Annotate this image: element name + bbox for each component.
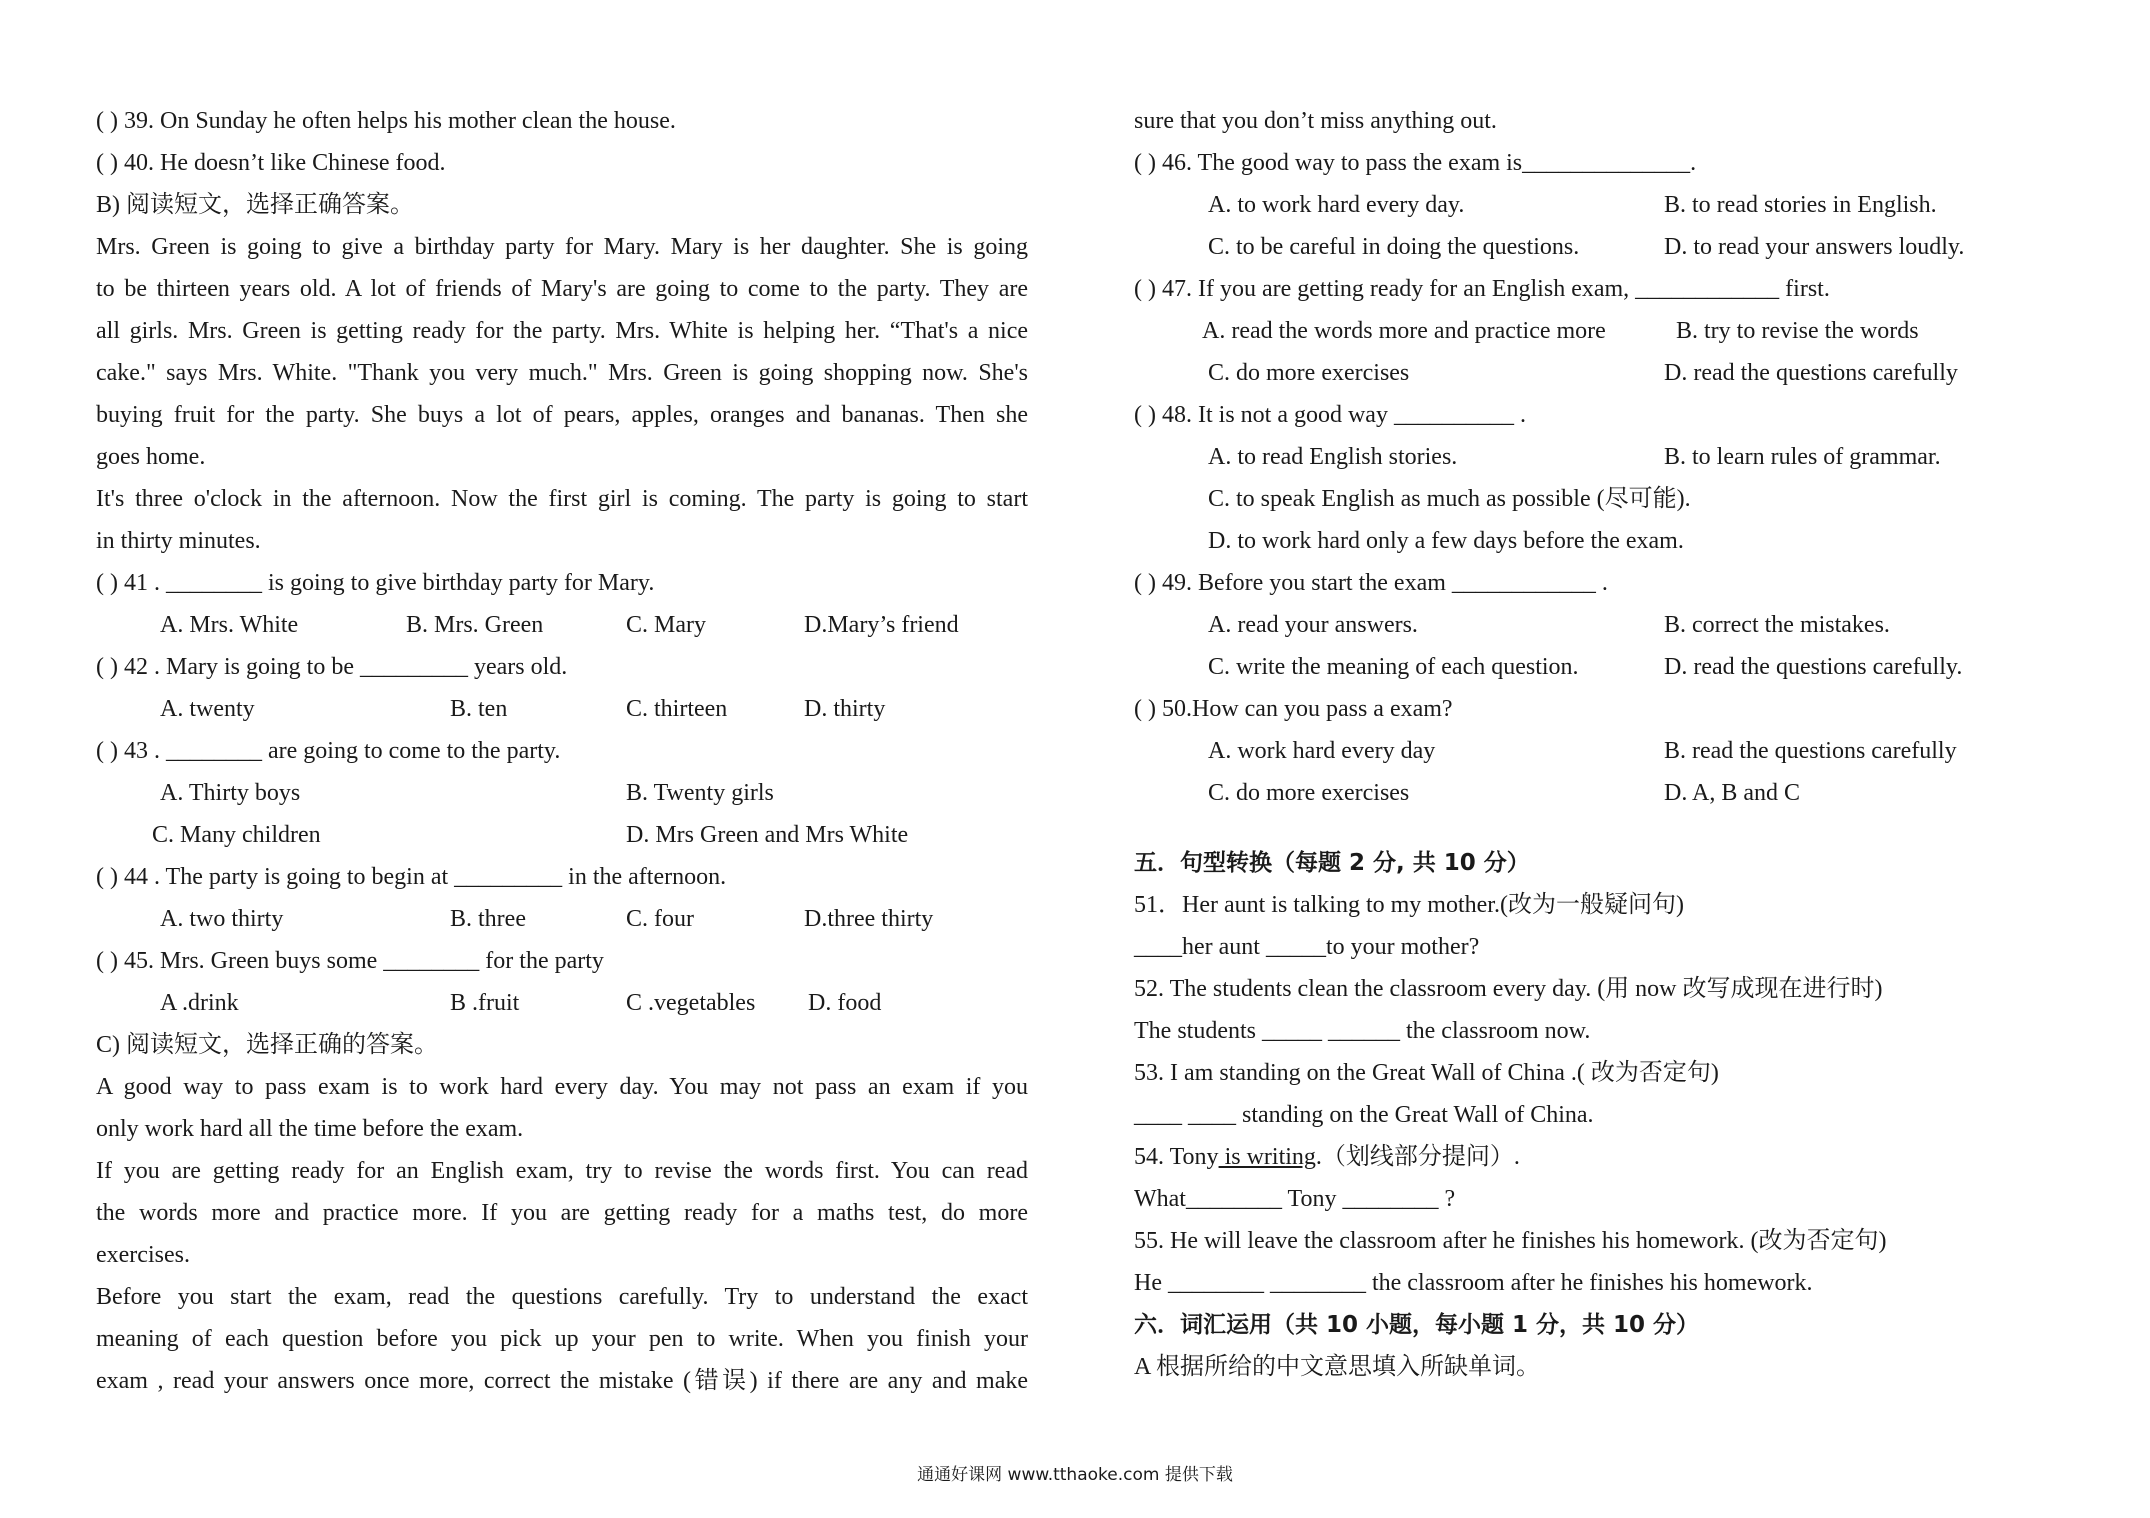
spacer bbox=[1134, 814, 2046, 842]
text-line: ( ) 41 . ________ is going to give birthday party for Mary. bbox=[96, 570, 655, 596]
text-line: to be thirteen years old. A lot of friends of Mary's are going to come to the party. They are bbox=[96, 276, 1028, 302]
text-line: A 根据所给的中文意思填入所缺单词。 bbox=[1134, 1354, 1541, 1380]
options-row bbox=[1134, 352, 2046, 394]
text-line: He ________ ________ the classroom after he finishes his homework. bbox=[1134, 1270, 1813, 1296]
options-row bbox=[96, 982, 1028, 1024]
options-row bbox=[96, 814, 1028, 856]
text-line: 52. The students clean the classroom every day. (用 now 改写成现在进行时) bbox=[1134, 976, 1883, 1002]
text-line: ____her aunt _____to your mother? bbox=[1134, 934, 1480, 960]
options-row bbox=[1134, 478, 2046, 520]
options-row bbox=[1134, 772, 2046, 814]
text-line: C) 阅读短文，选择正确的答案。 bbox=[96, 1032, 438, 1058]
text-line: ( ) 50.How can you pass a exam? bbox=[1134, 696, 1453, 722]
option-text: B. Twenty girls bbox=[626, 780, 774, 806]
options-row bbox=[96, 688, 1028, 730]
text-line: the words more and practice more. If you are getting ready for a maths test, do more bbox=[96, 1200, 1028, 1226]
text-line: ____ ____ standing on the Great Wall of China. bbox=[1134, 1102, 1594, 1128]
options-row bbox=[96, 772, 1028, 814]
option-text: C. to be careful in doing the questions. bbox=[1208, 234, 1580, 260]
text-line: It's three o'clock in the afternoon. Now the first girl is coming. The party is going to start bbox=[96, 486, 1028, 512]
option-text: D. food bbox=[808, 990, 882, 1016]
section-heading: 六．词汇运用（共 10 小题，每小题 1 分，共 10 分） bbox=[1134, 1312, 1700, 1338]
option-text: B. Mrs. Green bbox=[406, 612, 544, 638]
text-line: ( ) 46. The good way to pass the exam is______________. bbox=[1134, 150, 1697, 176]
option-text: B. read the questions carefully bbox=[1664, 738, 1957, 764]
text-line: only work hard all the time before the exam. bbox=[96, 1116, 524, 1142]
text-line: B) 阅读短文，选择正确答案。 bbox=[96, 192, 414, 218]
options-row bbox=[1134, 604, 2046, 646]
option-text: D. Mrs Green and Mrs White bbox=[626, 822, 909, 848]
option-text: D. to work hard only a few days before the exam. bbox=[1208, 528, 1684, 554]
options-row bbox=[96, 898, 1028, 940]
option-text: C. Many children bbox=[152, 822, 321, 848]
text-line: ( ) 48. It is not a good way __________ . bbox=[1134, 402, 1526, 428]
option-text: A. twenty bbox=[160, 696, 255, 722]
option-text: D. read the questions carefully. bbox=[1664, 654, 1963, 680]
option-text: A. two thirty bbox=[160, 906, 284, 932]
left-column bbox=[96, 100, 1028, 1402]
option-text: D. thirty bbox=[804, 696, 886, 722]
option-text: A. to work hard every day. bbox=[1208, 192, 1465, 218]
option-text: D.three thirty bbox=[804, 906, 934, 932]
options-row bbox=[1134, 310, 2046, 352]
text-line: sure that you don’t miss anything out. bbox=[1134, 108, 1497, 134]
options-row bbox=[1134, 520, 2046, 562]
options-row bbox=[1134, 646, 2046, 688]
options-row bbox=[1134, 436, 2046, 478]
text-line: exam , read your answers once more, correct the mistake (错误) if there are any and make bbox=[96, 1368, 1028, 1394]
text-line: ( ) 44 . The party is going to begin at _________ in the afternoon. bbox=[96, 864, 727, 890]
option-text: A. work hard every day bbox=[1208, 738, 1436, 764]
option-text: B. ten bbox=[450, 696, 508, 722]
option-text: B. to learn rules of grammar. bbox=[1664, 444, 1941, 470]
text-fragment: 54. Tony bbox=[1134, 1144, 1219, 1170]
text-line: ( ) 47. If you are getting ready for an English exam, ____________ first. bbox=[1134, 276, 1830, 302]
option-text: B .fruit bbox=[450, 990, 520, 1016]
option-text: B. to read stories in English. bbox=[1664, 192, 1937, 218]
options-row bbox=[1134, 730, 2046, 772]
option-text: C. write the meaning of each question. bbox=[1208, 654, 1579, 680]
text-fragment: .（划线部分提问）. bbox=[1315, 1144, 1520, 1170]
option-text: D. to read your answers loudly. bbox=[1664, 234, 1965, 260]
options-row bbox=[1134, 184, 2046, 226]
text-line: The students _____ ______ the classroom now. bbox=[1134, 1018, 1591, 1044]
option-text: D.Mary’s friend bbox=[804, 612, 959, 638]
option-text: C. to speak English as much as possible (尽可能). bbox=[1208, 486, 1691, 512]
option-text: C. do more exercises bbox=[1208, 360, 1410, 386]
text-line: Mrs. Green is going to give a birthday party for Mary. Mary is her daughter. She is going bbox=[96, 234, 1028, 260]
text-line: What________ Tony ________ ? bbox=[1134, 1186, 1456, 1212]
text-line: meaning of each question before you pick up your pen to write. When you finish your bbox=[96, 1326, 1028, 1352]
text-line: ( ) 40. He doesn’t like Chinese food. bbox=[96, 150, 446, 176]
text-line: cake." says Mrs. White. "Thank you very much." Mrs. Green is going shopping now. She's bbox=[96, 360, 1028, 386]
text-line: in thirty minutes. bbox=[96, 528, 261, 554]
option-text: C. do more exercises bbox=[1208, 780, 1410, 806]
section-heading: 五．句型转换（每题 2 分, 共 10 分） bbox=[1134, 850, 1530, 876]
option-text: A. to read English stories. bbox=[1208, 444, 1458, 470]
options-row bbox=[1134, 226, 2046, 268]
option-text: A. Thirty boys bbox=[160, 780, 301, 806]
text-line bbox=[1134, 1136, 2046, 1178]
text-line: 51．Her aunt is talking to my mother.(改为一般疑问句) bbox=[1134, 892, 1684, 918]
text-line: ( ) 42 . Mary is going to be _________ years old. bbox=[96, 654, 568, 680]
text-line: 55. He will leave the classroom after he finishes his homework. (改为否定句) bbox=[1134, 1228, 1887, 1254]
option-text: B. try to revise the words bbox=[1676, 318, 1919, 344]
option-text: C. thirteen bbox=[626, 696, 728, 722]
option-text: C. Mary bbox=[626, 612, 706, 638]
page-footer: 通通好课网 www.tthaoke.com 提供下载 bbox=[917, 1465, 1233, 1485]
text-line: ( ) 45. Mrs. Green buys some ________ for the party bbox=[96, 948, 604, 974]
text-line: ( ) 39. On Sunday he often helps his mother clean the house. bbox=[96, 108, 676, 134]
text-line: exercises. bbox=[96, 1242, 190, 1268]
text-line: buying fruit for the party. She buys a lot of pears, apples, oranges and bananas. Then she bbox=[96, 402, 1028, 428]
option-text: B. three bbox=[450, 906, 526, 932]
option-text: A. read your answers. bbox=[1208, 612, 1418, 638]
text-line: A good way to pass exam is to work hard every day. You may not pass an exam if you bbox=[96, 1074, 1028, 1100]
text-line: ( ) 43 . ________ are going to come to the party. bbox=[96, 738, 561, 764]
text-line: ( ) 49. Before you start the exam ____________ . bbox=[1134, 570, 1608, 596]
option-text: A. Mrs. White bbox=[160, 612, 299, 638]
text-line: If you are getting ready for an English exam, try to revise the words first. You can read bbox=[96, 1158, 1028, 1184]
option-text: C .vegetables bbox=[626, 990, 756, 1016]
underlined-text: is writing bbox=[1218, 1144, 1316, 1170]
option-text: D. A, B and C bbox=[1664, 780, 1801, 806]
option-text: B. correct the mistakes. bbox=[1664, 612, 1890, 638]
option-text: D. read the questions carefully bbox=[1664, 360, 1958, 386]
options-row bbox=[96, 604, 1028, 646]
right-column bbox=[1134, 100, 2046, 1388]
option-text: A .drink bbox=[160, 990, 239, 1016]
option-text: C. four bbox=[626, 906, 694, 932]
text-line: Before you start the exam, read the questions carefully. Try to understand the exact bbox=[96, 1284, 1028, 1310]
option-text: A. read the words more and practice more bbox=[1202, 318, 1606, 344]
text-line: goes home. bbox=[96, 444, 206, 470]
text-line: 53. I am standing on the Great Wall of China .( 改为否定句) bbox=[1134, 1060, 1719, 1086]
text-line: all girls. Mrs. Green is getting ready for the party. Mrs. White is helping her. “That's a nice bbox=[96, 318, 1028, 344]
